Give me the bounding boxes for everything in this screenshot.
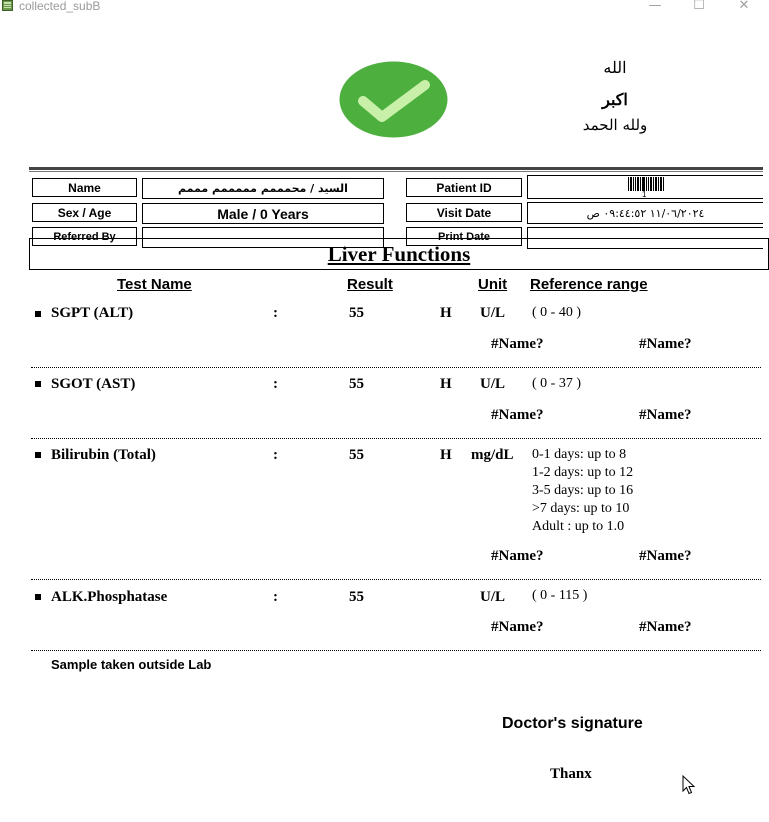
column-header-test-name: Test Name: [117, 276, 192, 293]
section-title: Liver Functions: [29, 238, 769, 270]
visit-date-value: ١١/٠٦/٢٠٢٤ ٠٩:٤٤:٥٢ ص: [527, 202, 763, 224]
name-error-cell: #Name?: [639, 548, 692, 564]
column-header-result: Result: [347, 276, 393, 293]
barcode-text: 1: [642, 190, 647, 199]
test-reference-line: 1-2 days: up to 12: [532, 465, 634, 480]
name-label: Name: [32, 178, 137, 197]
window-title: collected_subB: [19, 0, 101, 13]
row-separator: [31, 438, 761, 439]
maximize-button[interactable]: ☐: [693, 0, 705, 13]
thanks-text: Thanx: [550, 766, 592, 782]
referred-by-label: Referred By: [32, 227, 137, 246]
header-arabic-line3: ولله الحمد: [582, 116, 648, 134]
bullet-icon: [35, 452, 41, 458]
row-separator: [31, 579, 761, 580]
test-flag: H: [440, 447, 452, 463]
header-arabic-line1: الله: [603, 58, 627, 77]
test-colon: :: [273, 305, 278, 321]
name-error-cell: #Name?: [639, 407, 692, 423]
header-divider-thin: [29, 171, 763, 172]
checkmark-logo-icon: [339, 61, 448, 138]
app-icon: [2, 0, 13, 11]
row-separator: [31, 650, 761, 651]
test-result: 55: [349, 376, 364, 392]
test-flag: H: [440, 376, 452, 392]
bullet-icon: [35, 594, 41, 600]
test-reference: ( 0 - 115 ): [532, 588, 588, 603]
print-date-label: Print Date: [406, 227, 522, 246]
test-name: Bilirubin (Total): [51, 447, 156, 463]
column-header-unit: Unit: [478, 276, 508, 293]
doctor-signature: Doctor's signature: [502, 715, 643, 732]
test-result: 55: [349, 447, 364, 463]
test-reference-line: 3-5 days: up to 16: [532, 483, 634, 498]
name-error-cell: #Name?: [639, 619, 692, 635]
test-unit: U/L: [480, 589, 506, 605]
test-reference-line: 0-1 days: up to 8: [532, 447, 627, 462]
test-reference: ( 0 - 40 ): [532, 305, 581, 320]
bullet-icon: [35, 381, 41, 387]
test-reference-line: Adult : up to 1.0: [532, 519, 625, 534]
test-flag: H: [440, 305, 452, 321]
test-result: 55: [349, 305, 364, 321]
test-result: 55: [349, 589, 364, 605]
patient-id-field: [527, 175, 763, 199]
test-unit: U/L: [480, 305, 506, 321]
test-reference-line: >7 days: up to 10: [532, 501, 630, 516]
sample-note: Sample taken outside Lab: [51, 657, 212, 672]
bullet-icon: [35, 311, 41, 317]
test-colon: :: [273, 447, 278, 463]
test-name: SGOT (AST): [51, 376, 136, 392]
test-unit: mg/dL: [471, 447, 514, 463]
barcode-icon: [628, 177, 664, 191]
close-button[interactable]: ✕: [738, 0, 750, 13]
test-unit: U/L: [480, 376, 506, 392]
header-divider: [29, 167, 763, 170]
visit-date-label: Visit Date: [406, 203, 522, 222]
test-colon: :: [273, 589, 278, 605]
mouse-cursor-icon: [682, 775, 696, 795]
name-error-cell: #Name?: [491, 548, 544, 564]
name-value: السيد / محمممم مممممم مممم: [142, 178, 384, 199]
patient-id-label: Patient ID: [406, 178, 522, 197]
sex-age-value: Male / 0 Years: [142, 203, 384, 224]
sex-age-label: Sex / Age: [32, 203, 137, 222]
name-error-cell: #Name?: [491, 336, 544, 352]
test-reference: ( 0 - 37 ): [532, 376, 581, 391]
name-error-cell: #Name?: [639, 336, 692, 352]
minimize-button[interactable]: —: [648, 0, 662, 13]
row-separator: [31, 367, 761, 368]
name-error-cell: #Name?: [491, 619, 544, 635]
name-error-cell: #Name?: [491, 407, 544, 423]
column-header-reference-range: Reference range: [530, 276, 648, 293]
test-name: ALK.Phosphatase: [51, 589, 168, 605]
clipped-info-row: [29, 227, 763, 243]
header-arabic-line2: اكبر: [602, 90, 628, 109]
test-colon: :: [273, 376, 278, 392]
test-name: SGPT (ALT): [51, 305, 134, 321]
